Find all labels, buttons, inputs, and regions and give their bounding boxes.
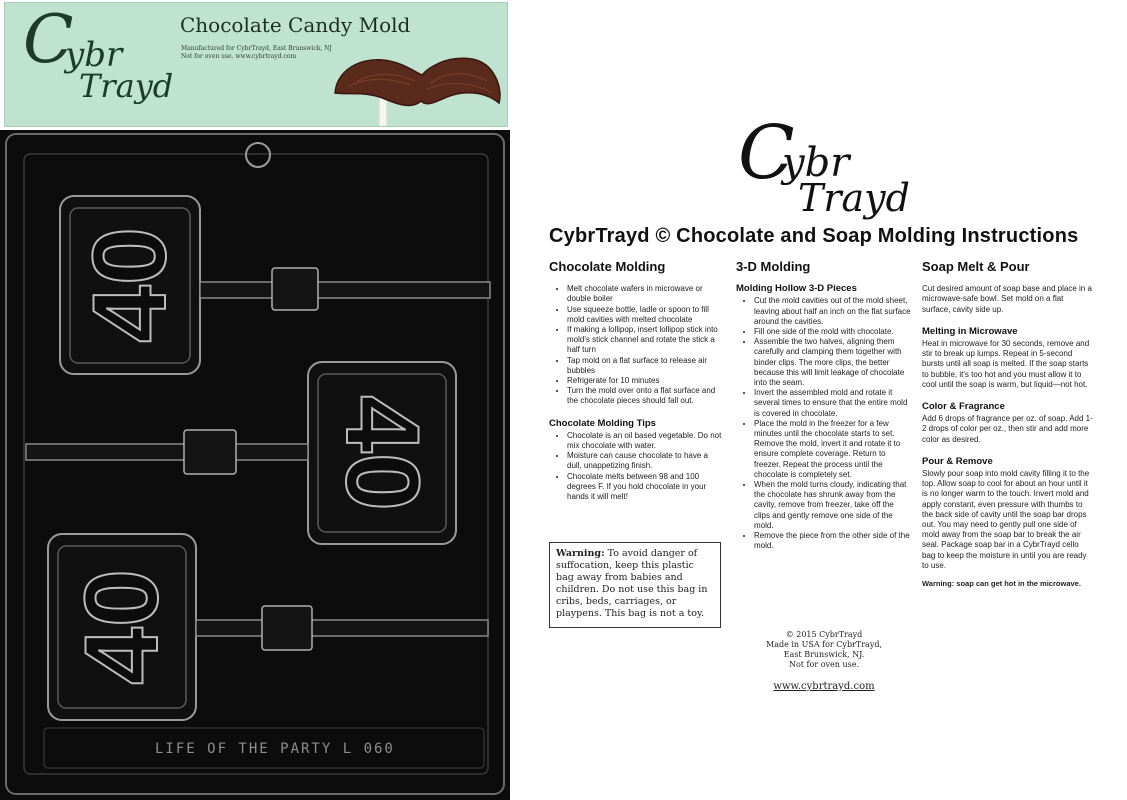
logo-letter-c: C (23, 2, 74, 78)
list-item: • Melt chocolate wafers in microwave or double boiler (567, 284, 724, 304)
footer-line: Not for oven use. (788, 660, 860, 669)
soap-warning: Warning: soap can get hot in the microwave. (922, 579, 1081, 589)
footer (736, 630, 912, 692)
footer-line: East Brunswick, NJ. (783, 650, 865, 659)
3d-molding-column (736, 259, 911, 551)
list-item: • Chocolate is an oil based vegetable. Do not mix chocolate with water. (567, 431, 724, 451)
hollow-pieces-heading: Molding Hollow 3-D Pieces (736, 283, 857, 295)
mold-outline-graphic (0, 130, 510, 800)
list-item: • Place the mold in the freezer for a few minutes until the chocolate starts to set. Remove the mold, invert it and rotate it to ensure complete coverage. Return to freezer. Repeat the process until the chocolate is completely set. (754, 419, 911, 480)
logo-word-trayd: Trayd (79, 67, 174, 105)
chocolate-steps-list (549, 284, 724, 406)
mustache-lollipop-image (327, 41, 507, 127)
3d-molding-heading: 3-D Molding (736, 259, 811, 274)
chocolate-tips-list (549, 431, 724, 502)
list-item: • Chocolate melts between 98 and 100 degrees F. If you hold chocolate in your hands it will melt! (567, 472, 724, 503)
subtitle-line: Not for oven use. www.cybrtrayd.com (181, 53, 297, 60)
list-item: • Tap mold on a flat surface to release air bubbles (567, 356, 724, 376)
logo-letter-c: C (738, 110, 795, 196)
soap-intro: Cut desired amount of soap base and place in a microwave-safe bowl. Set mold on a flat surface, cavity side up. (922, 284, 1092, 314)
mold-bottom-text: LIFE OF THE PARTY L 060 (155, 741, 395, 757)
chocolate-molding-column (549, 259, 724, 502)
chocolate-molding-heading: Chocolate Molding (549, 259, 666, 274)
list-item: • Moisture can cause chocolate to have a dull, unappetizing finish. (567, 451, 724, 471)
footer-line: Made in USA for CybrTrayd, (766, 640, 882, 649)
suffocation-warning-box (549, 542, 721, 628)
website-link[interactable]: www.cybrtrayd.com (773, 681, 875, 692)
list-item: • Invert the assembled mold and rotate it several times to ensure that the entire mold is covered in chocolate. (754, 388, 911, 419)
logo-word-ybr: ybr (65, 35, 123, 75)
soap-column (922, 259, 1094, 589)
list-item: • When the mold turns cloudy, indicating that the chocolate has shrunk away from the cavity, remove from freezer, take off the clips and gently remove one side of the mold. (754, 480, 911, 531)
soap-heading: Soap Melt & Pour (922, 259, 1030, 274)
mold-number-40: 40 (324, 395, 440, 511)
product-title: Chocolate Candy Mold (180, 13, 411, 37)
chocolate-mold-tray (0, 130, 510, 800)
warning-label: Warning: (556, 548, 605, 559)
list-item: • Refrigerate for 10 minutes (567, 376, 724, 386)
product-header-card (4, 2, 508, 127)
pour-text: Slowly pour soap into mold cavity filling it to the top. Allow soap to cool for about an hour until it is no longer warm to the touch. Invert mold and apply constant, even pressure with thumbs to the back side of cavity until the soap bar drops out. You may need to gently pull one side of mold away from the soap bar to break the air seal. Package soap bar in a CybrTrayd cello bag to keep the moisture in until you are ready to use. (922, 469, 1090, 570)
color-heading: Color & Fragrance (922, 401, 1005, 413)
copyright: © 2015 CybrTrayd (785, 630, 863, 639)
microwave-heading: Melting in Microwave (922, 325, 1018, 337)
subtitle-line: Manufactured for CybrTrayd, East Brunswick, NJ (181, 45, 332, 52)
logo-word-trayd: Trayd (798, 176, 910, 220)
brand-logo (23, 2, 174, 121)
color-text: Add 6 drops of fragrance per oz. of soap. Add 1-2 drops of color per oz., then stir and add more color as desired. (922, 414, 1093, 444)
list-item: • Assemble the two halves, aligning them carefully and clamping them together with binder clips. The more clips, the better because this will limit leakage of chocolate into the seam. (754, 337, 911, 388)
pour-heading: Pour & Remove (922, 455, 993, 467)
3d-steps-list (736, 296, 911, 551)
chocolate-tips-heading: Chocolate Molding Tips (549, 417, 656, 429)
list-item: • Fill one side of the mold with chocolate. (754, 327, 911, 337)
mold-number-40: 40 (72, 227, 188, 343)
logo-word-ybr: ybr (782, 140, 850, 186)
warning-text: To avoid danger of suffocation, keep this plastic bag away from babies and children. Do not use this bag in cribs, beds, carriages, or playpens. This bag is not a toy. (556, 548, 708, 619)
list-item: • Turn the mold over onto a flat surface and the chocolate pieces should fall out. (567, 386, 724, 406)
product-subtitle (181, 45, 332, 61)
mold-number-40: 40 (64, 569, 180, 685)
list-item: • If making a lollipop, insert lollipop stick into mold's stick channel and rotate the stick a half turn (567, 325, 724, 356)
list-item: • Remove the piece from the other side of the mold. (754, 531, 911, 551)
instructions-title: CybrTrayd © Chocolate and Soap Molding Instructions (549, 225, 1079, 247)
list-item: • Use squeeze bottle, ladle or spoon to fill mold cavities with melted chocolate (567, 305, 724, 325)
brand-logo-large (738, 110, 910, 220)
list-item: • Cut the mold cavities out of the mold sheet, leaving about half an inch on the flat surface around the cavities. (754, 296, 911, 327)
microwave-text: Heat in microwave for 30 seconds, remove and stir to break up lumps. Repeat in 5-second bursts until all soap is melted. If the soap starts to bubble, it's too hot and you must allow it to cool until the soap is warm, but liquid—not hot. (922, 339, 1090, 389)
